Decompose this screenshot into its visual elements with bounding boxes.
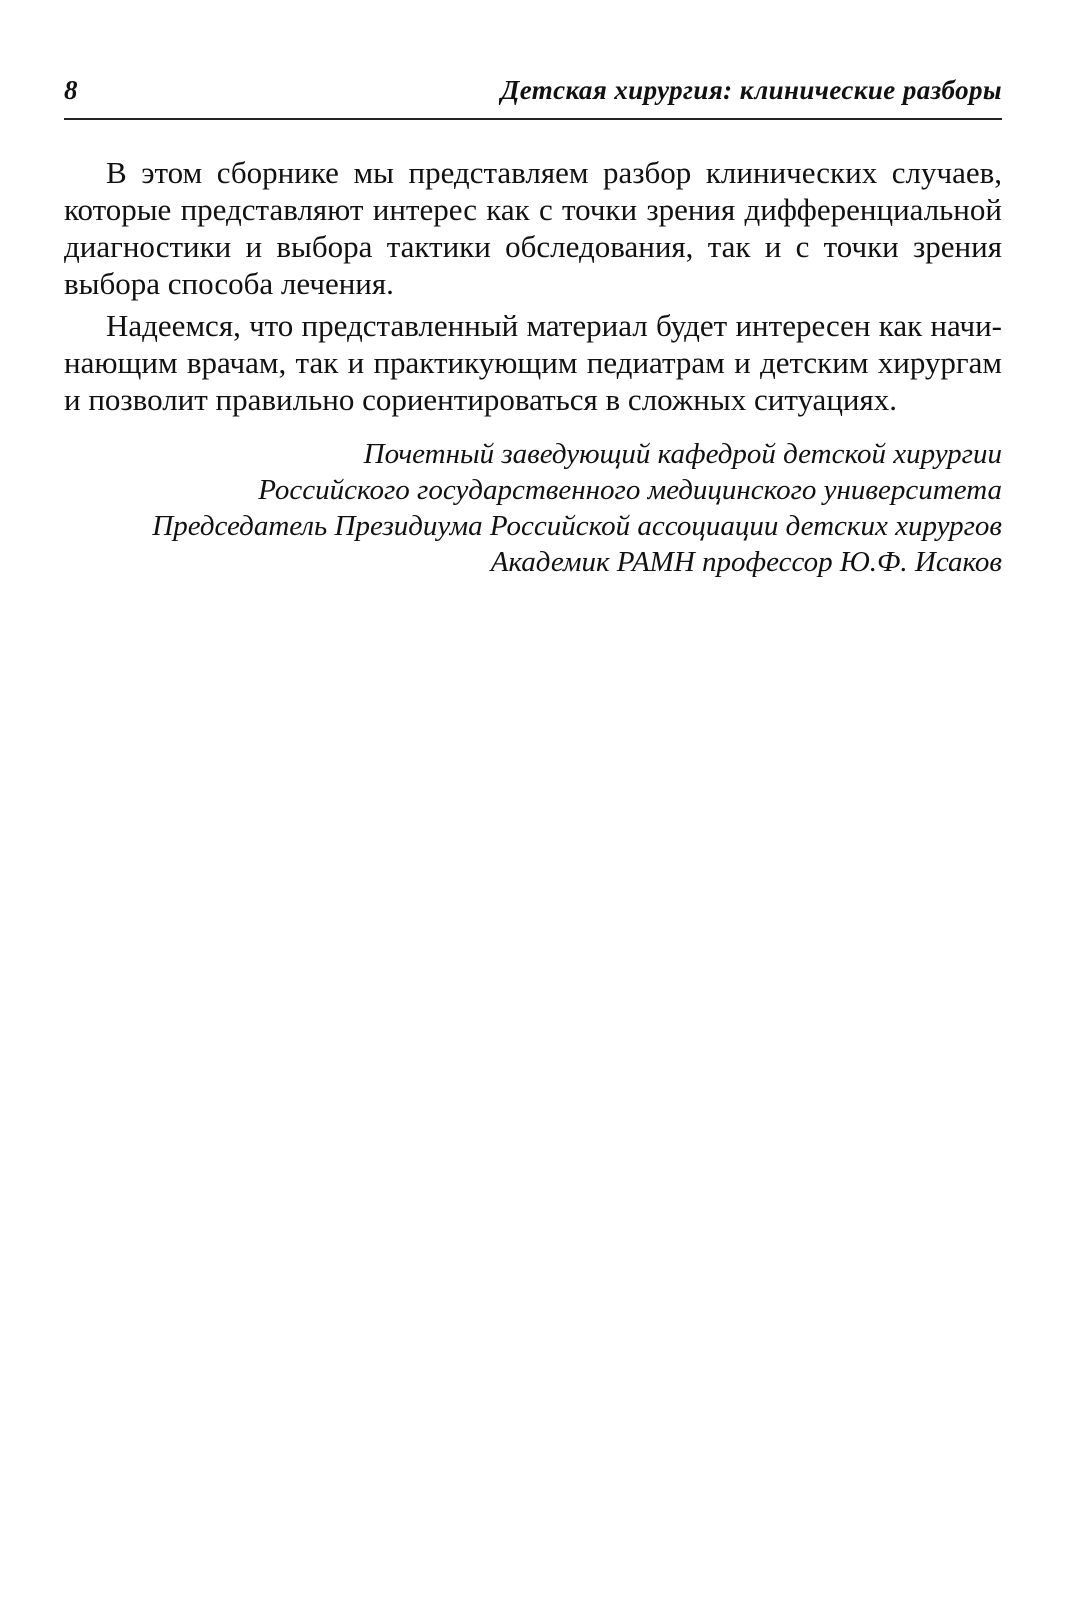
running-head <box>64 72 1002 108</box>
signature-line-university: Российского государственного медицинского университета <box>258 474 1002 506</box>
paragraph-hope: Надеемся, что представленный материал будет интересен как начинающим врачам, так и практикующим педиатрам и детским хирургам и позволит правильно сориентироваться в сложных ситуациях. <box>64 308 1002 417</box>
header-divider <box>64 118 1002 120</box>
paragraph-intro: В этом сборнике мы представляем разбор клинических случаев, которые представляют интерес как с точки зрения дифференциальной диагностики и выбора тактики обследования, так и с точки зрения выбора способа лечения. <box>64 155 1002 301</box>
signature-line-association: Председатель Президиума Российской ассоциации детских хирургов <box>152 510 1002 542</box>
signature-line-name: Академик РАМН профессор Ю.Ф. Исаков <box>490 546 1002 578</box>
body-text <box>64 154 1002 423</box>
signature-block <box>64 436 1002 580</box>
page-number: 8 <box>64 75 78 105</box>
running-title: Детская хирургия: клинические разборы <box>500 75 1002 105</box>
signature-line-position: Почетный заведующий кафедрой детской хирургии <box>363 438 1002 470</box>
